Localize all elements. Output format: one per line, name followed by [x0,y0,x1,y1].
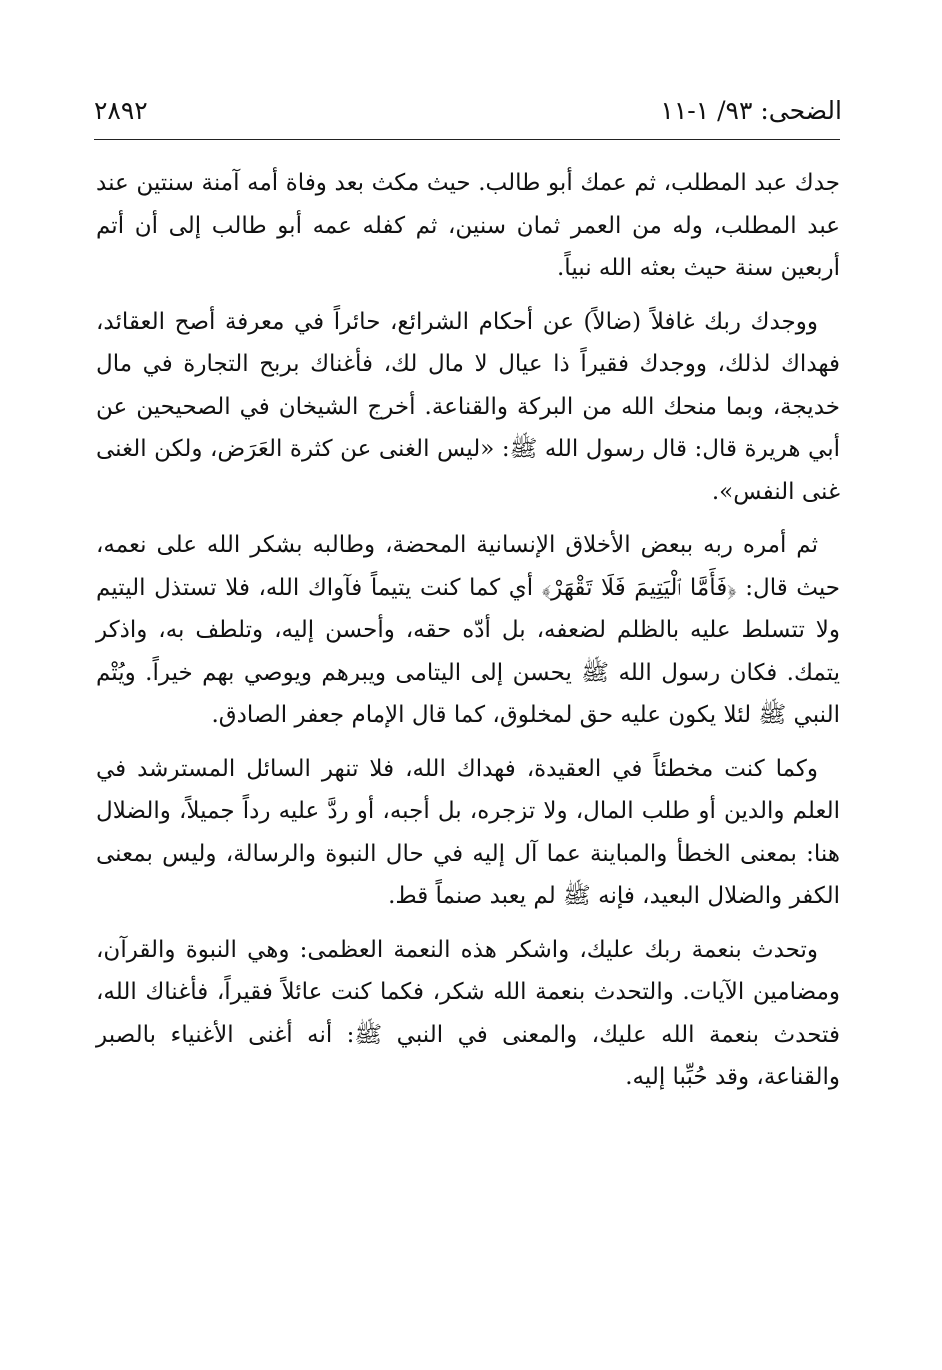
paragraph-2: ووجدك ربك غافلاً (ضالاً) عن أحكام الشرائع، حائراً في معرفة أصح العقائد، فهداك لذلك، ووجدك فقيراً ذا عيال لا مال لك، فأغناك بربح التجارة في مال خديجة، وبما منحك الله من البركة والقناعة. أخرج الشيخان في الصحيحين عن أبي هريرة قال: قال رسول الله ﷺ: «ليس الغنى عن كثرة العَرَض، ولكن الغنى غنى النفس». [96,308,840,505]
page-number: ٢٨٩٢ [94,96,148,125]
body-text [96,162,840,1110]
running-title: الضحى: ٩٣/ ١-١١ [660,96,842,125]
paragraph-3: ثم أمره ربه ببعض الأخلاق الإنسانية المحضة، وطالبه بشكر الله على نعمه، حيث قال: ﴿فَأَمَّا ٱلْيَتِيمَ فَلَا تَقْهَرْ﴾ أي كما كنت يتيماً فآواك الله، فلا تستذل اليتيم ولا تتسلط عليه بالظلم لضعفه، بل أدّه حقه، وأحسن إليه، وتلطف به، واذكر يتمك. فكان رسول الله ﷺ يحسن إلى اليتامى ويبرهم ويوصي بهم خيراً. ويُتْم النبي ﷺ لئلا يكون عليه حق لمخلوق، كما قال الإمام جعفر الصادق. [96,532,840,728]
header-divider [94,139,840,140]
paragraph-1: جدك عبد المطلب، ثم عمك أبو طالب. حيث مكث بعد وفاة أمه آمنة سنتين عند عبد المطلب، وله من العمر ثمان سنين، ثم كفله عمه أبو طالب إلى أن أتم أربعين سنة حيث بعثه الله نبياً. [96,170,840,281]
paragraph-4: وكما كنت مخطئاً في العقيدة، فهداك الله، فلا تنهر السائل المسترشد في العلم والدين أو طلب المال، ولا تزجره، بل أجبه، أو ردَّ عليه رداً جميلاً، والضلال هنا: بمعنى الخطأ والمباينة عما آل إليه في حال النبوة والرسالة، وليس بمعنى الكفر والضلال البعيد، فإنه ﷺ لم يعبد صنماً قط. [96,755,840,909]
paragraph-5: وتحدث بنعمة ربك عليك، واشكر هذه النعمة العظمى: وهي النبوة والقرآن، ومضامين الآيات. والتحدث بنعمة الله شكر، فكما كنت عائلاً فقيراً، فأغناك الله، فتحدث بنعمة الله عليك، والمعنى في النبي ﷺ: أنه أغنى الأغنياء بالصبر والقناعة، وقد حُبِّبا إليه. [96,936,840,1090]
page-header [94,92,842,132]
